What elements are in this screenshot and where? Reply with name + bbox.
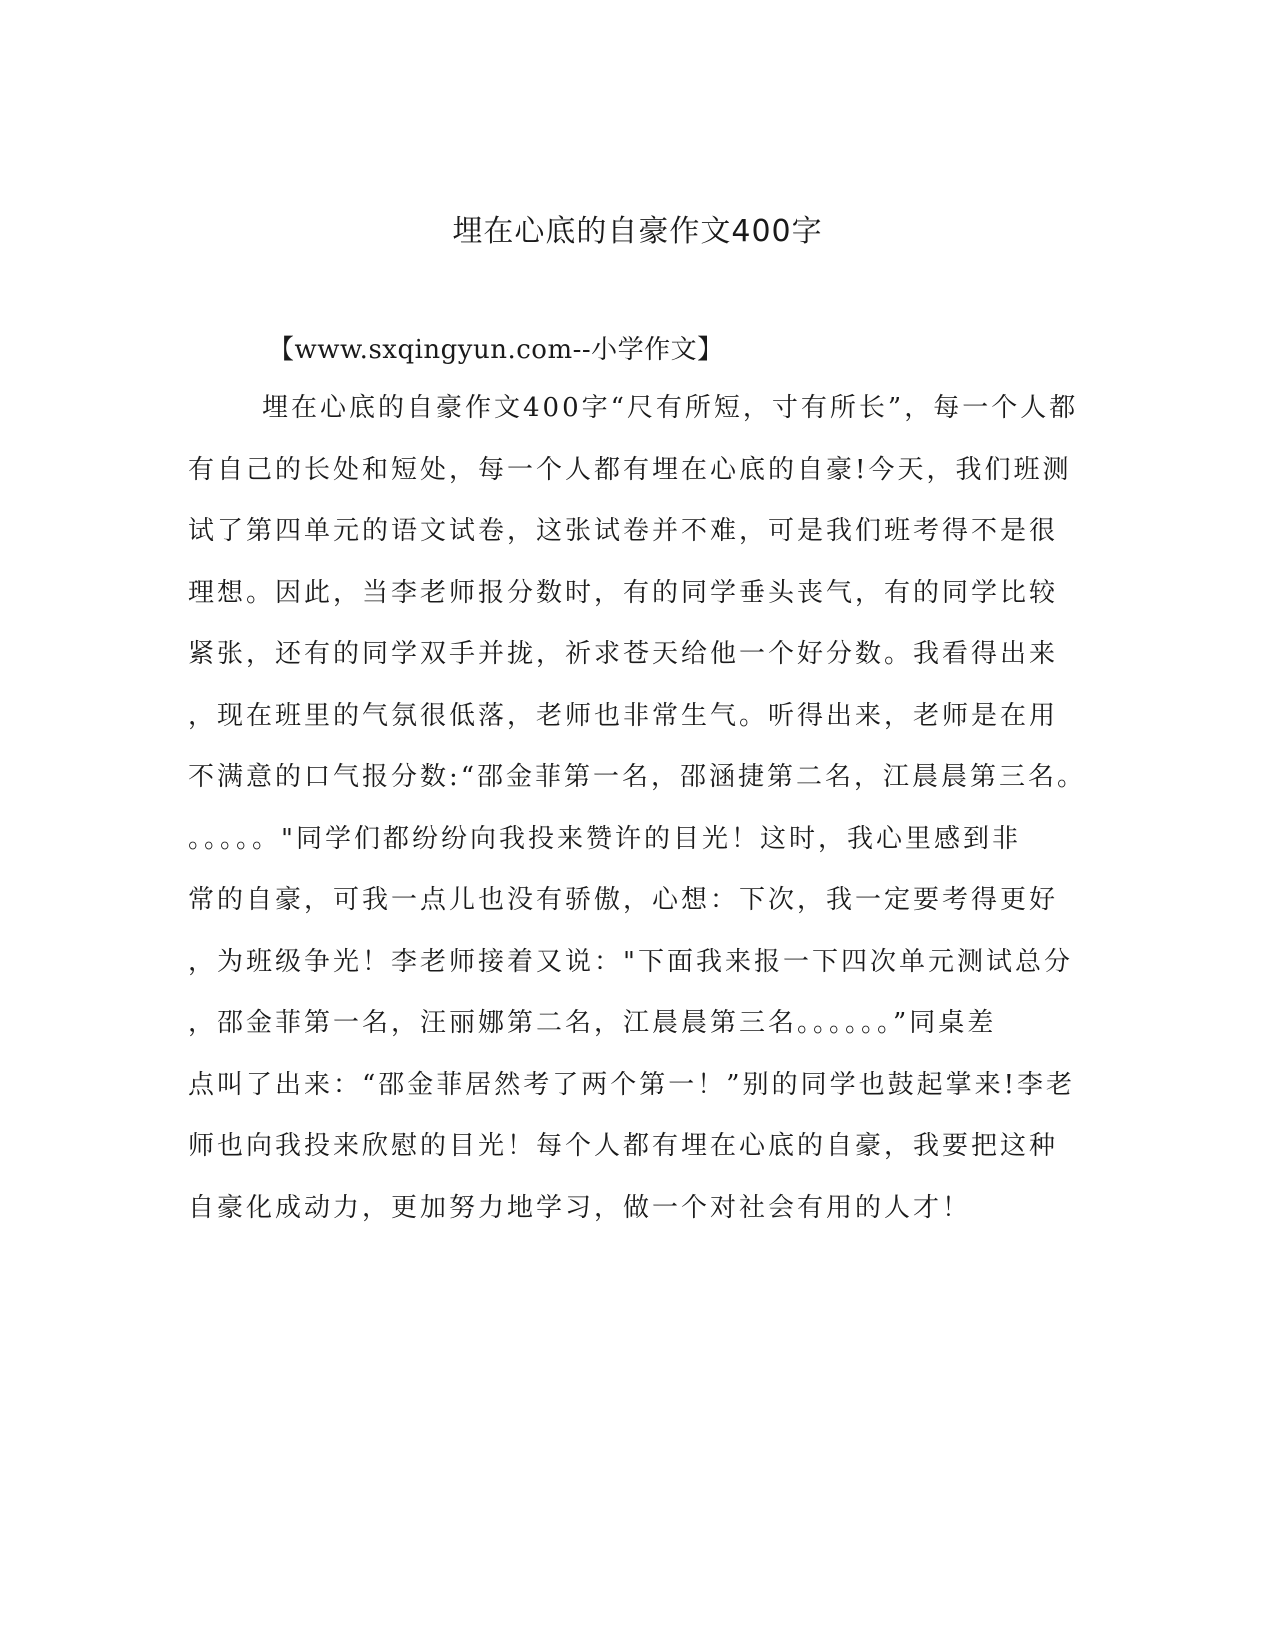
body-line: 。。。。。"同学们都纷纷向我投来赞许的目光！这时，我心里感到非 bbox=[188, 823, 1021, 854]
body-line: 试了第四单元的语文试卷，这张试卷并不难，可是我们班考得不是很 bbox=[188, 516, 1059, 546]
essay-body bbox=[188, 390, 1087, 1251]
body-line: 埋在心底的自豪作文400字“尺有所短，寸有所长”，每一个人都 bbox=[262, 393, 1079, 423]
body-line: ，现在班里的气氛很低落，老师也非常生气。听得出来，老师是在用 bbox=[188, 700, 1059, 731]
body-line: ，为班级争光！李老师接着又说："下面我来报一下四次单元测试总分 bbox=[188, 946, 1073, 977]
body-line: 理想。因此，当李老师报分数时，有的同学垂头丧气，有的同学比较 bbox=[188, 577, 1059, 608]
body-line: 紧张，还有的同学双手并拢，祈求苍天给他一个好分数。我看得出来 bbox=[188, 639, 1059, 669]
body-line: 有自己的长处和短处，每一个人都有埋在心底的自豪!今天，我们班测 bbox=[188, 454, 1072, 485]
source-line: 【www.sxqingyun.com--小学作文】 bbox=[268, 335, 724, 365]
body-line: 不满意的口气报分数:“邵金菲第一名，邵涵捷第二名，江晨晨第三名。 bbox=[188, 762, 1087, 792]
body-line: 常的自豪，可我一点儿也没有骄傲，心想：下次，我一定要考得更好 bbox=[188, 885, 1059, 915]
body-line: 师也向我投来欣慰的目光！每个人都有埋在心底的自豪，我要把这种 bbox=[188, 1131, 1059, 1161]
body-line: 点叫了出来：“邵金菲居然考了两个第一！”别的同学也鼓起掌来!李老 bbox=[188, 1069, 1076, 1100]
body-line: 自豪化成动力，更加努力地学习，做一个对社会有用的人才！ bbox=[188, 1192, 972, 1223]
body-line: ，邵金菲第一名，汪丽娜第二名，江晨晨第三名。。。。。。”同桌差 bbox=[188, 1008, 997, 1038]
document-title: 埋在心底的自豪作文400字 bbox=[452, 214, 823, 249]
